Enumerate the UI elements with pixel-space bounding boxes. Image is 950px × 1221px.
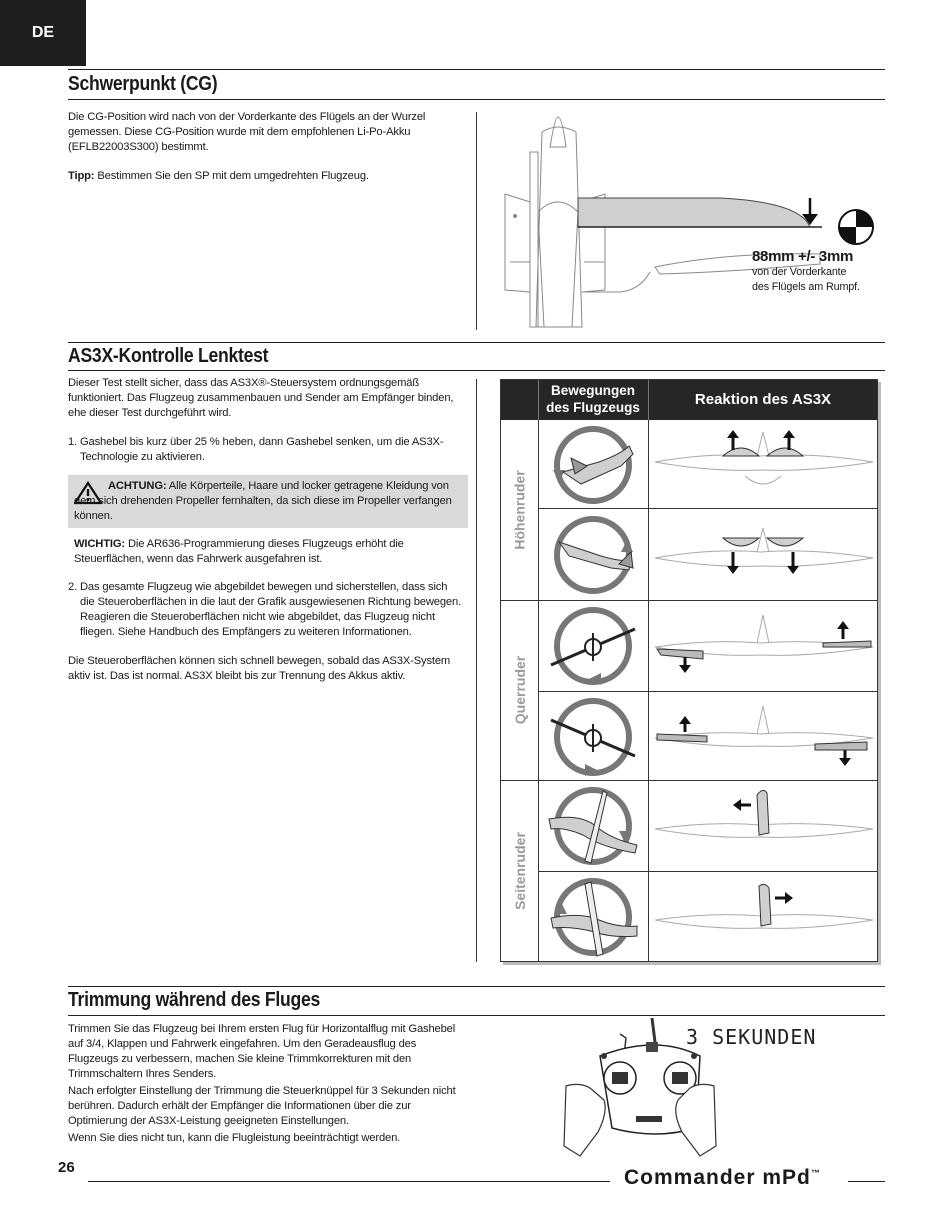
step-1-line-1: 1. Gashebel bis kurz über 25 % heben, dann Gashebel senken, um die AS3X- [68,436,444,448]
as3x-step-1 [68,435,468,465]
header-movement [539,382,647,416]
reaction-elevator-down-illustration [651,512,877,598]
movement-yaw-right-illustration [541,874,646,960]
as3x-reaction-table [500,379,878,962]
brand-logo [624,1166,821,1190]
section-rule-bottom [68,99,885,100]
step-2-line-2: die Steueroberflächen in die laut der Grafik ausgewiesenen Richtung bewegen. Reagieren die Steueroberflächen nicht wie abgebildet, das Flugzeug nicht fliegen. Siehe Handbuch des Empfängers zu weiteren Informationen. [80,596,462,638]
row-line [539,691,878,692]
trademark-symbol: ™ [810,1168,821,1178]
section-rule-top [68,986,885,987]
reaction-rudder-left-illustration [651,783,877,869]
language-tab [0,0,86,66]
movement-pitch-down-illustration [541,512,646,598]
group-label-elevator [501,420,539,600]
footer-rule-right [848,1181,885,1182]
row-line [539,871,878,872]
important-note [74,537,468,567]
cg-measure-note-1: von der Vorderkante [752,266,847,278]
reaction-aileron-left-illustration [651,603,877,689]
reaction-rudder-right-illustration [651,874,877,960]
warning-text [74,479,464,524]
cg-section-title: Schwerpunkt (CG) [68,73,218,95]
cg-paragraph: Die CG-Position wird nach von der Vorderkante des Flügels an der Wurzel gemessen. Diese CG-Position wurde mit dem empfohlenen Li-Po-Akku (EFLB22003S300) bestimmt. [68,111,426,153]
group-label-text: Höhenruder [512,470,528,550]
cg-measurement: 88mm +/- 3mm [752,248,854,265]
footer-rule-left [88,1181,610,1182]
movement-pitch-up-illustration [541,422,646,508]
table-header [501,380,877,420]
cg-measure-note-2: des Flügels am Rumpf. [752,281,860,293]
movement-roll-left-illustration [541,603,646,689]
trim-paragraph-2: Nach erfolgter Einstellung der Trimmung die Steuerknüppel für 3 Sekunden nicht berühren. Dadurch erhält der Empfänger die Informationen über die zur Optimierung der AS3X-Leistung geeigneten Einstellungen. [68,1085,456,1127]
step-1-line-2: Technologie zu aktivieren. [80,451,205,463]
section-rule-bottom [68,370,885,371]
group-label-text: Seitenruder [512,832,528,910]
column-divider [476,112,477,330]
warning-body: Alle Körperteile, Haare und locker getragene Kleidung von dem sich drehenden Propeller fernhalten, da sich diese im Propeller verfangen können. [74,480,452,522]
section-rule-bottom [68,1015,885,1016]
trim-section-title: Trimmung während des Fluges [68,989,321,1011]
language-code: DE [31,24,55,41]
section-rule-top [68,69,885,70]
row-line [539,508,878,509]
warning-box [68,475,468,528]
group-label-aileron [501,600,539,780]
as3x-intro: Dieser Test stellt sicher, dass das AS3X®-Steuersystem ordnungsgemäß funktioniert. Das Flugzeug zusammenbauen und Sender am Empfänger binden, ehe dieser Test durchgeführt wird. [68,377,454,419]
movement-yaw-left-illustration [541,783,646,869]
as3x-step-2 [68,580,470,640]
group-line [501,780,878,781]
group-label-text: Querruder [512,655,528,725]
as3x-closing: Die Steueroberflächen können sich schnell bewegen, sobald das AS3X-System aktiv ist. Das ist normal. AS3X bleibt bis zur Trennung des Akkus aktiv. [68,655,451,682]
seconds-display: 3 SEKUNDEN [686,1025,817,1049]
warning-label: ACHTUNG: [108,480,167,492]
group-label-rudder [501,780,539,962]
header-movement-line-1: Bewegungen [550,383,635,398]
step-2-line-1: 2. Das gesamte Flugzeug wie abgebildet bewegen und sicherstellen, dass sich [68,581,448,593]
group-line [501,600,878,601]
important-text: Die AR636-Programmierung dieses Flugzeugs erhöht die Steuerflächen, wenn das Fahrwerk ausgefahren ist. [74,538,404,565]
page-number: 26 [58,1159,75,1176]
tip-label: Tipp: [68,170,95,182]
reaction-elevator-up-illustration [651,422,877,508]
brand-name: Commander mPd [624,1166,811,1189]
tip-text: Bestimmen Sie den SP mit dem umgedrehten Flugzeug. [94,170,369,182]
trim-paragraph-3: Wenn Sie dies nicht tun, kann die Flugleistung beeinträchtigt werden. [68,1132,401,1144]
column-divider [476,379,477,962]
cg-tip [68,169,450,184]
movement-roll-right-illustration [541,694,646,780]
as3x-section-title: AS3X-Kontrolle Lenktest [68,345,269,367]
cg-plane-illustration [500,112,880,332]
reaction-aileron-right-illustration [651,694,877,780]
important-label: WICHTIG: [74,538,125,550]
header-reaction: Reaktion des AS3X [694,391,832,408]
section-rule-top [68,342,885,343]
trim-paragraph-1: Trimmen Sie das Flugzeug bei Ihrem ersten Flug für Horizontalflug mit Gashebel auf 3/4, Klappen und Fahrwerk eingefahren. Um den Geradeausflug des Flugzeugs zu verbessern, machen Sie kleine Trimmkorrekturen mit den Trimmschaltern Ihres Senders. [68,1023,456,1080]
header-movement-line-2: des Flugzeugs [546,400,640,415]
